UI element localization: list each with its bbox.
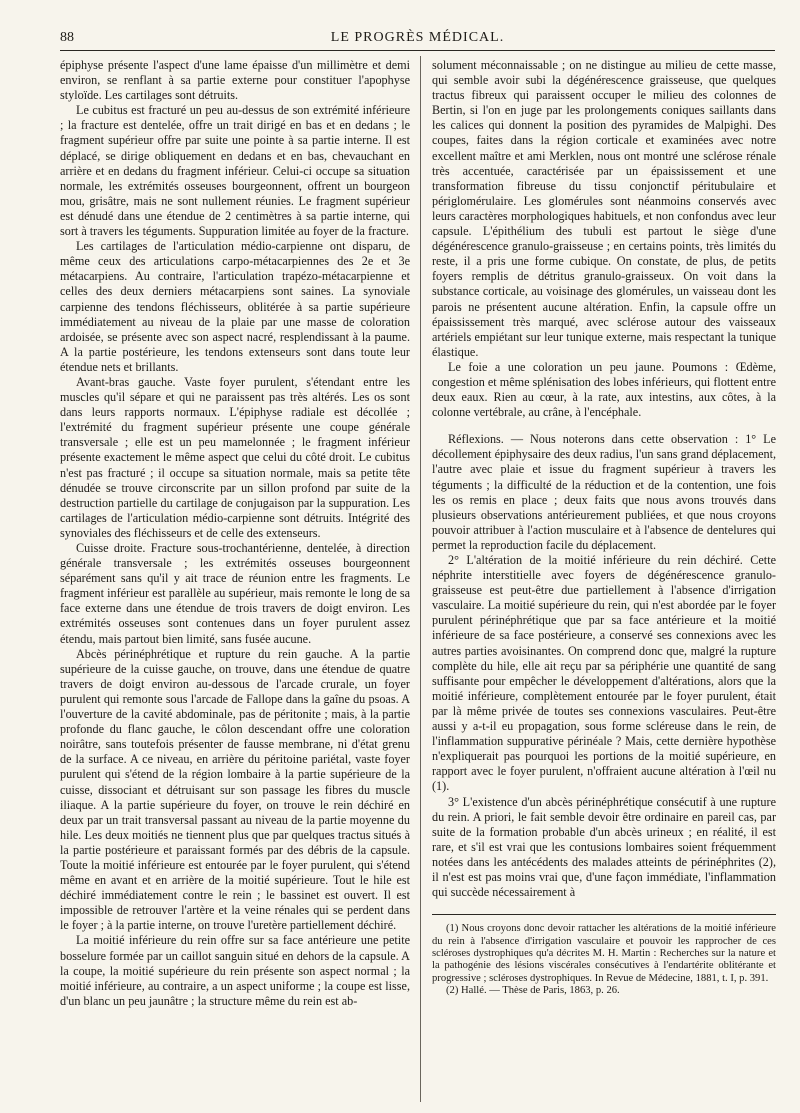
page-header (60, 30, 775, 50)
paragraph: solument méconnaissable ; on ne distingue au milieu de cette masse, qui semble avoir subi la dégénérescence graisseuse, que quelques tractus fibreux qui paraissent occuper le milieu des colonnes de Bertin, si l'on en juge par les prolongements coniques saillants dans les calices qui donnent la position des pyramides de Malpighi. Des coupes, faites dans la région corticale et examinées avec notre excellent maître et ami Merklen, nous ont montré une sclérose rénale très accentuée, caractérisée par un épaississement et une transformation fibreuse du tissu conjonctif péritubulaire et périglomérulaire. Les glomérules sont néanmoins conservés avec leurs caractères morphologiques habituels, et non confondus avec leur capsule. L'épithélium des tubuli est partout le siège d'une dégénérescence granulo-graisseuse ; en certains points, très limités du reste, il a pris une forme cubique. On constate, de plus, de petits foyers remplis de détritus granulo-graisseux. On voit dans la substance corticale, au voisinage des glomérules, un vaisseau dont les parois ne présentent aucune altération. Enfin, la capsule offre un épaississement très marqué, avec sclérose autour des vaisseaux artériels empiétant sur leur tunique externe, mais respectant la tunique élastique. (432, 58, 776, 359)
paragraph: 3° L'existence d'un abcès périnéphrétique consécutif à une rupture du rein. A priori, le fait semble devoir être ordinaire en pareil cas, par suite de la formation probable d'un abcès urineux ; en réalité, il est rare, et s'il est vrai que les contusions lombaires soient fréquemment notées dans les antécédents des malades atteints de périnéphrites (2), il n'est est pas moins vrai que, d'une façon immédiate, l'inflammation qui succède nécessairement à (432, 794, 776, 900)
footnotes (432, 923, 776, 997)
running-title: LE PROGRÈS MÉDICAL. (330, 30, 505, 45)
paragraph: Abcès périnéphrétique et rupture du rein gauche. A la partie supérieure de la cuisse gauche, on trouve, dans une étendue de quatre travers de doigt environ au-dessous de l'arcade crurale, un foyer purulent qui remonte sous l'arcade de Fallope dans la gaîne du psoas. A l'ouverture de la cavité abdominale, pas de péritonite ; mais, à la partie profonde du flanc gauche, le côlon descendant offre une coloration noirâtre, sans toutefois présenter de fausse membrane, ni d'état grenu de la surface. A ce niveau, en arrière du péritoine pariétal, vaste foyer purulent qui s'étend de la région lombaire à la partie supérieure de la cuisse, dissociant et détruisant sur son passage les fibres du muscle iliaque. A la partie supérieure du foyer, on trouve le rein déchiré en deux par un trait transversal passant au niveau de la partie moyenne du hile. Les deux moitiés ne tiennent plus que par quelques tractus situés à la partie postérieure et paraissant formés par des débris de la capsule. Toute la moitié inférieure est entourée par le foyer purulent, qui s'étend même en avant et en arrière de la moitié supérieure. Tout le hile est déchiré immédiatement contre le rein ; le bassinet est ouvert. Il est impossible de retrouver l'artère et la veine rénales qui se perdent dans le foyer ; à la partie interne, on trouve l'uretère partiellement déchiré. (60, 646, 410, 933)
paragraph: Cuisse droite. Fracture sous-trochantérienne, dentelée, à direction générale transversale ; les extrémités osseuses bourgeonnent séparément sans qu'il y ait trace de réunion entre les fragments. Le fragment inférieur est parallèle au supérieur, mais remonte le long de sa face externe dans une étendue de trois travers de doigt environ. Les extrémités osseuses sont contenues dans un foyer purulent assez étendu, mais partout bien limité, sans fusée aucune. (60, 541, 410, 646)
paragraph: Le foie a une coloration un peu jaune. Poumons : Œdème, congestion et même splénisation des lobes inférieurs, qui flottent entre deux eaux. Rien au cœur, à la rate, aux intestins, aux côtes, à la colonne vertébrale, au crâne, à l'encéphale. (432, 359, 776, 420)
left-column (60, 58, 410, 1009)
paragraph: épiphyse présente l'aspect d'une lame épaisse d'un millimètre et demi environ, se renflant à sa partie externe pour constituer l'apophyse styloïde. Les cartilages sont détruits. (60, 58, 410, 103)
right-column (432, 58, 776, 998)
footnote-1: (1) Nous croyons donc devoir rattacher les altérations de la moitié inférieure du rein à l'absence d'irrigation vasculaire et pouvoir les rapprocher de ces scléroses dystrophiques qu'a décrites M. H. Martin : Recherches sur la nature et la pathogénie des lésions viscérales consécutives à l'endartérite oblitérante et progressive ; scléroses dystrophiques. In Revue de Médecine, 1881, t. I, p. 391. (432, 923, 776, 984)
footnote-rule (432, 914, 776, 915)
paragraph: Avant-bras gauche. Vaste foyer purulent, s'étendant entre les muscles qu'il sépare et qui ne paraissent pas très altérés. Les os sont dans leurs rapports normaux. L'épiphyse radiale est décollée ; l'extrémité du fragment supérieur présente une coupe générale transversale ; elle est un peu mamelonnée ; le fragment inférieur présente exactement le même aspect que celui du côté droit. Le cubitus n'est pas fracturé ; il occupe sa situation normale, mais sa petite tête dénudée se trouve circonscrite par un sillon profond par suite de la destruction partielle du cartilage de conjugaison par la suppuration. Les cartilages de l'articulation médio-carpienne sont détruits. Intégrité des synoviales des fléchisseurs et de celle des extenseurs. (60, 374, 410, 540)
paragraph: 2° L'altération de la moitié inférieure du rein déchiré. Cette néphrite interstitielle avec foyers de dégénérescence granulo-graisseuse est peut-être due partiellement à l'absence d'irrigation vasculaire. La moitié supérieure du rein, qui n'est abordée par le foyer purulent périnéphrétique que par sa face antérieure et la moitié inférieure de sa face postérieure, a conservé ses connexions avec les autres parties avoisinantes. On comprend donc que, malgré la rupture complète du hile, elle ait reçu par sa périphérie une quantité de sang suffisante pour empêcher le développement d'altérations, alors que la moitié inférieure, complètement entourée par le foyer purulent, était par là même privée de toutes ses connexions vasculaires. Peut-être aussi y a-t-il eu propagation, sous forme scléreuse dans le rein, de l'inflammation suppurative périnéale ? Mais, cette dernière hypothèse n'expliquerait pas pourquoi les portions de la moitié supérieure, en rapport avec le foyer purulent, n'offraient aucune altération à l'œil nu (1). (432, 553, 776, 794)
paragraph: Le cubitus est fracturé un peu au-dessus de son extrémité inférieure ; la fracture est dentelée, offre un trait dirigé en bas et en dedans ; le fragment supérieur offre par suite une pointe à sa partie interne. Il est déplacé, se dirige obliquement en dedans et en bas, chevauchant en arrière et en dedans du fragment inférieur. Celui-ci occupe sa situation normale, les extrémités osseuses bourgeonnent, offrent un bourgeon mou, grisâtre, mais ne sont nullement réunies. Le fragment supérieur est dénudé dans une étendue de 2 centimètres à sa partie interne, qui sort à travers les téguments. Suppuration limitée au foyer de la fracture. (60, 103, 410, 239)
header-rule (60, 50, 775, 51)
paragraph: Les cartilages de l'articulation médio-carpienne ont disparu, de même ceux des articulations carpo-métacarpiennes des 2e et 3e métacarpiens. Au contraire, l'articulation trapézo-métacarpienne et celles des deux derniers métacarpiens sont saines. La synoviale carpienne des tendons fléchisseurs, oblitérée à sa partie supérieure immédiatement au niveau de la plaie par une masse de coloration ardoisée, se présente avec son aspect nacré, resplendissant à la paume. A la partie postérieure, les tendons extenseurs sont dans toute leur étendue nets et brillants. (60, 239, 410, 374)
column-divider (420, 56, 421, 1102)
footnote-2: (2) Hallé. — Thèse de Paris, 1863, p. 26. (446, 985, 620, 997)
paragraph: La moitié inférieure du rein offre sur sa face antérieure une petite bosselure formée par un caillot sanguin situé en dehors de la capsule. A la coupe, la moitié supérieure du rein présente son aspect normal ; la moitié inférieure, au contraire, a un aspect uniforme ; la coupe est lisse, d'un blanc un peu jaunâtre ; la structure même du rein est ab- (60, 933, 410, 1008)
reflexions-paragraph: Réflexions. — Nous noterons dans cette observation : 1° Le décollement épiphysaire des deux radius, l'un sans grand déplacement, l'autre avec plaie et issue du fragment supérieur à travers les téguments ; la difficulté de la réduction et de la contention, une fois les os remis en place ; deux faits que nous avons trouvés dans plusieurs observations antérieurement publiées, et que nous croyons pouvoir attribuer à l'action musculaire et à l'absence de dentelures qui permet la reproduction facile du déplacement. (432, 432, 777, 552)
page-number: 88 (60, 30, 74, 45)
